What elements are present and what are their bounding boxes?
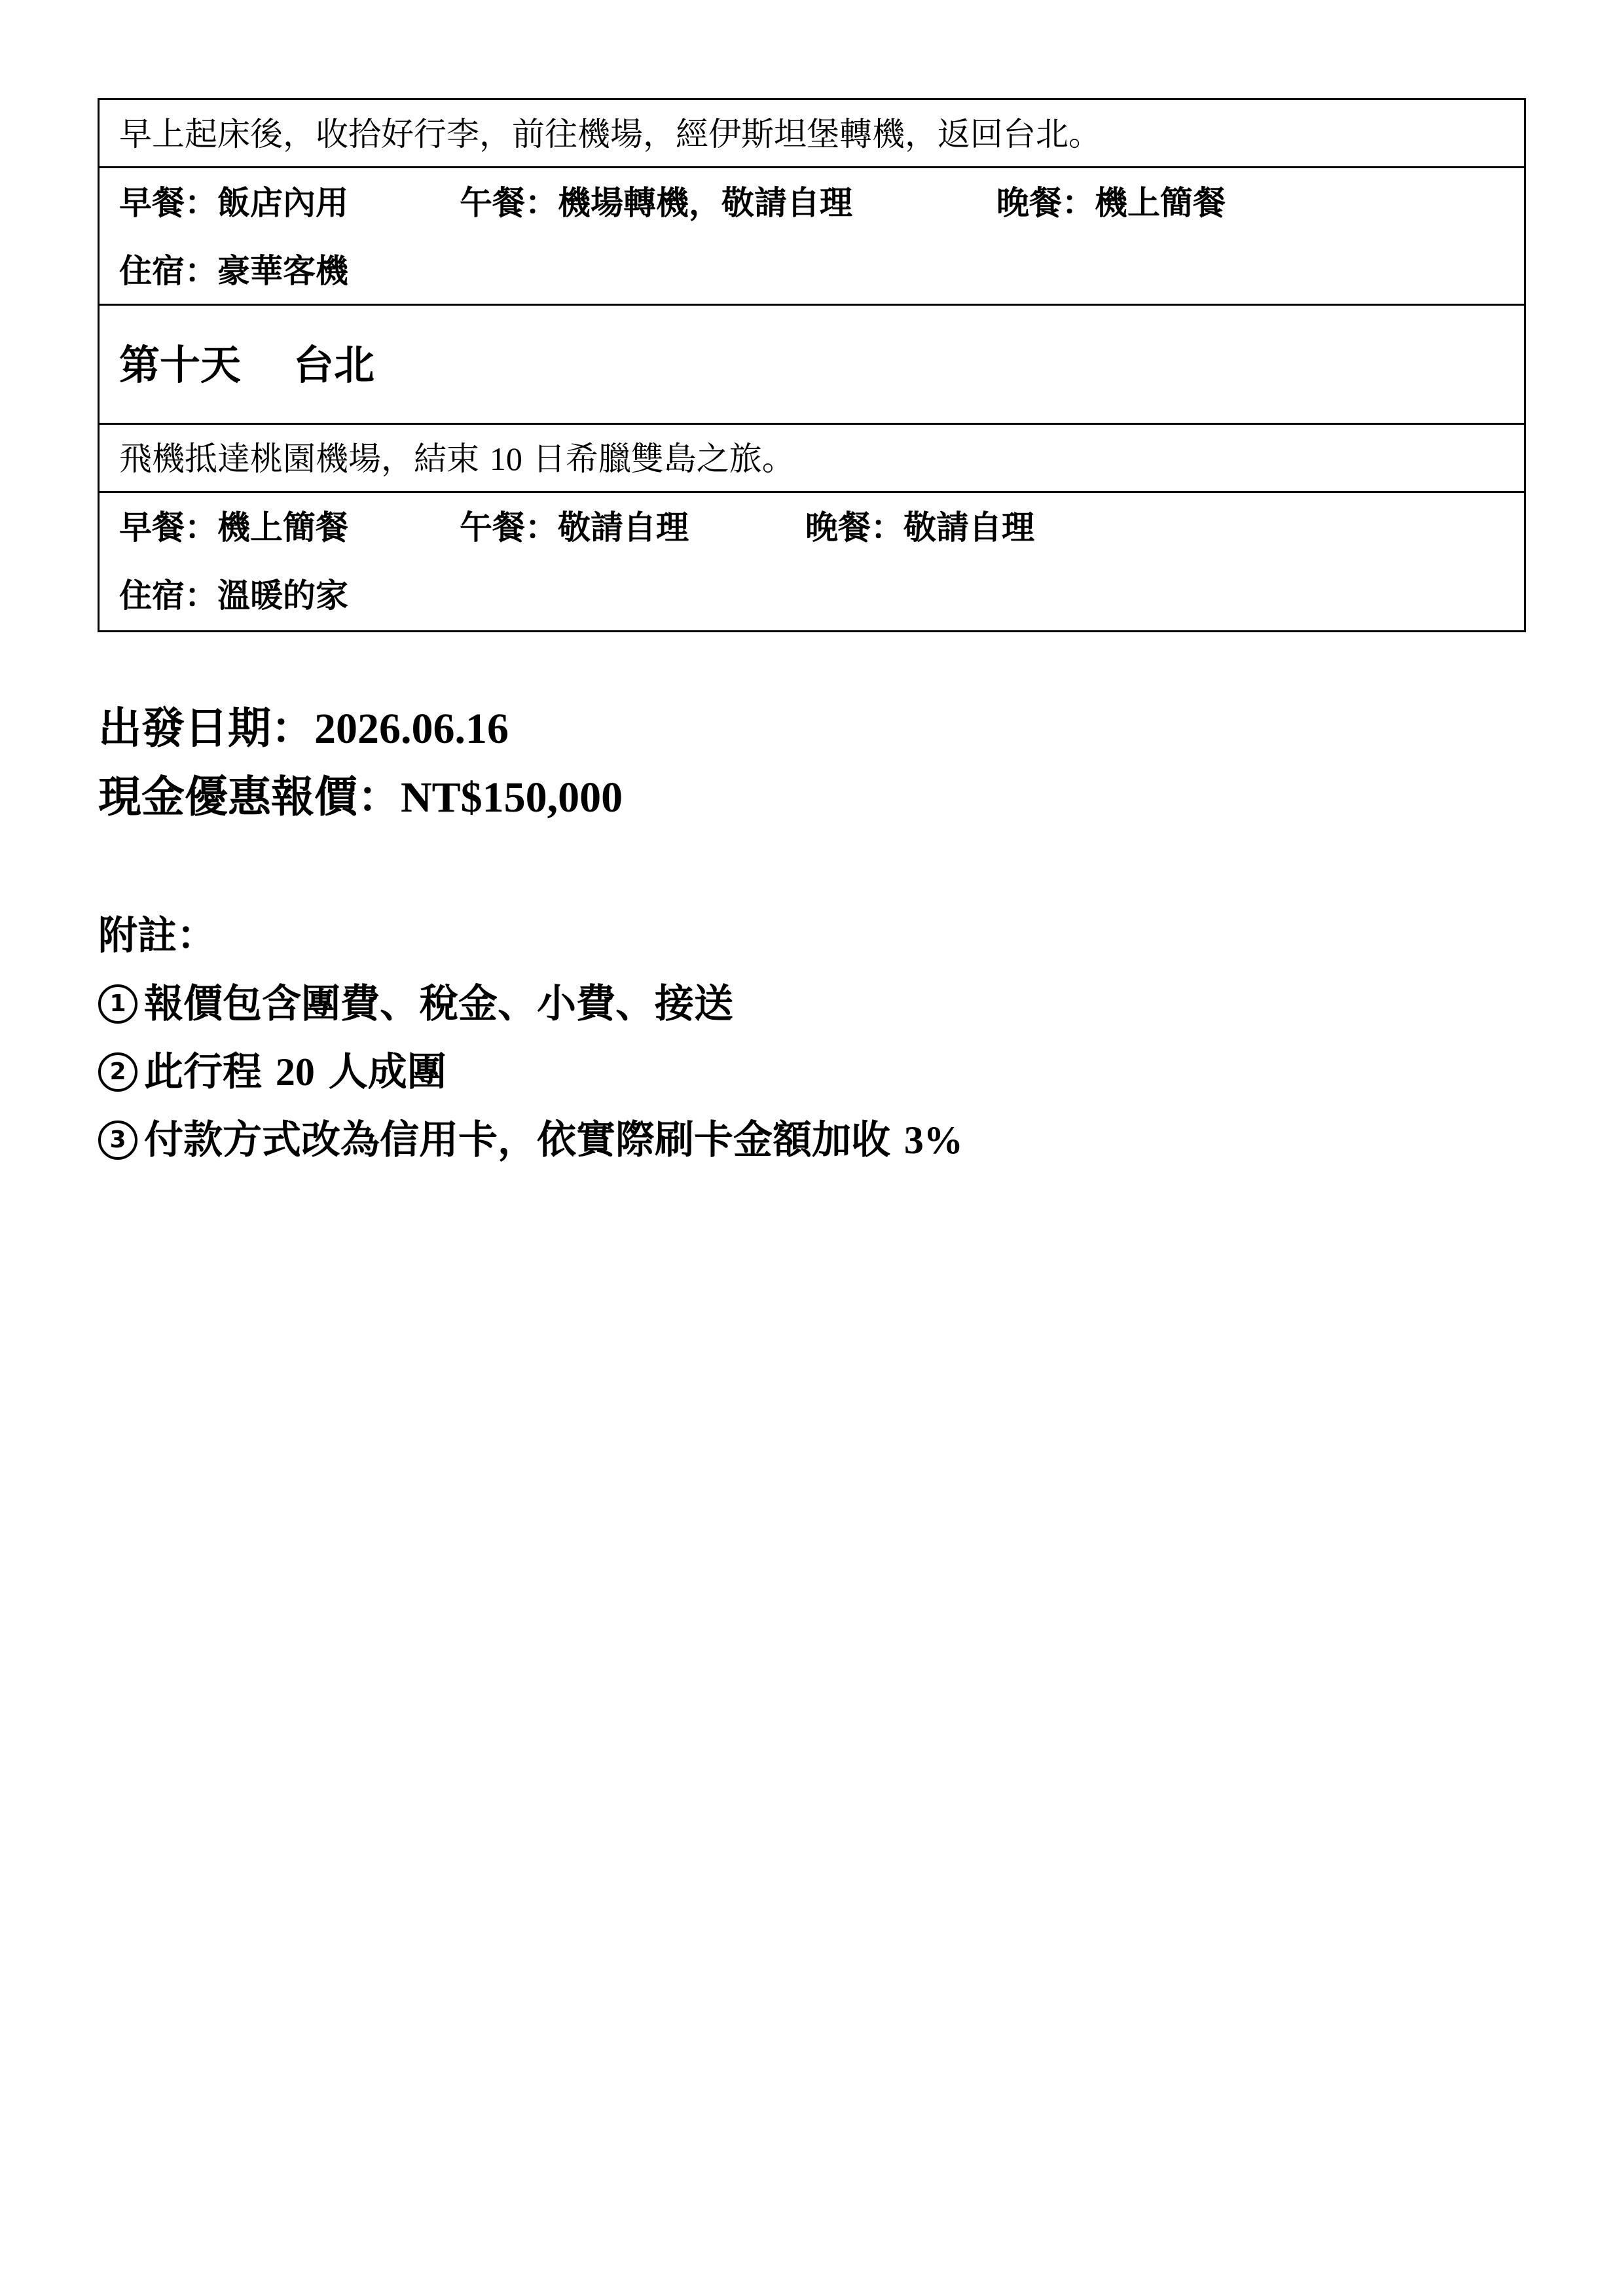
day9-meals-row [100, 168, 1524, 306]
day10-meal-line [119, 509, 1524, 547]
note-text-pre: 此行程 [144, 1049, 276, 1095]
day9-meal-line [119, 184, 1524, 222]
day9-description: 早上起床後，收拾好行李，前往機場，經伊斯坦堡轉機，返回台北。 [119, 115, 1101, 153]
day10-heading-row [100, 306, 1524, 425]
circled-number-2-icon: 2 [98, 1052, 137, 1092]
note-text: 報價包含團費、稅金、小費、接送 [144, 981, 733, 1027]
day9-lodging-line [119, 252, 1524, 290]
day10-breakfast: 早餐：機上簡餐 [119, 509, 348, 547]
day10-lodging: 住宿：溫暖的家 [119, 577, 348, 615]
note-text-pre: 付款方式改為信用卡，依實際刷卡金額加收 [144, 1117, 904, 1163]
price-line [98, 772, 623, 822]
day10-lodging-line [119, 577, 1524, 615]
note-text-post: 人成團 [314, 1049, 447, 1095]
note-number: 3% [903, 1119, 963, 1162]
departure-line [98, 703, 623, 753]
day9-lodging: 住宿：豪華客機 [119, 252, 348, 290]
day9-description-row [100, 100, 1524, 168]
day9-dinner: 晚餐：機上簡餐 [996, 184, 1226, 222]
itinerary-table [98, 98, 1526, 632]
day10-description-post: 日希臘雙島之旅。 [522, 440, 795, 478]
departure-label: 出發日期： [98, 703, 314, 753]
note-item-1 [98, 981, 963, 1027]
notes-section [98, 913, 963, 1163]
note-number: 20 [275, 1050, 315, 1094]
day10-city: 台北 [293, 341, 375, 389]
day10-dinner: 晚餐：敬請自理 [805, 509, 1034, 547]
note-item-2 [98, 1049, 963, 1095]
day10-lunch: 午餐：敬請自理 [460, 509, 689, 547]
departure-date: 2026.06.16 [314, 705, 509, 753]
day10-description-pre: 飛機抵達桃園機場，結束 [119, 440, 490, 478]
day10-description-row [100, 425, 1524, 493]
price-value: NT$150,000 [401, 774, 623, 821]
day10-description-num: 10 [489, 440, 522, 477]
notes-heading: 附註： [98, 913, 216, 959]
note-item-3 [98, 1117, 963, 1163]
day9-lunch: 午餐：機場轉機，敬請自理 [460, 184, 852, 222]
circled-number-1-icon: 1 [98, 984, 137, 1024]
trip-summary [98, 703, 623, 822]
day9-breakfast: 早餐：飯店內用 [119, 184, 348, 222]
price-label: 現金優惠報價： [98, 772, 401, 822]
day10-label: 第十天 [119, 341, 242, 389]
day10-meals-row [100, 493, 1524, 630]
circled-number-3-icon: 3 [98, 1121, 137, 1160]
